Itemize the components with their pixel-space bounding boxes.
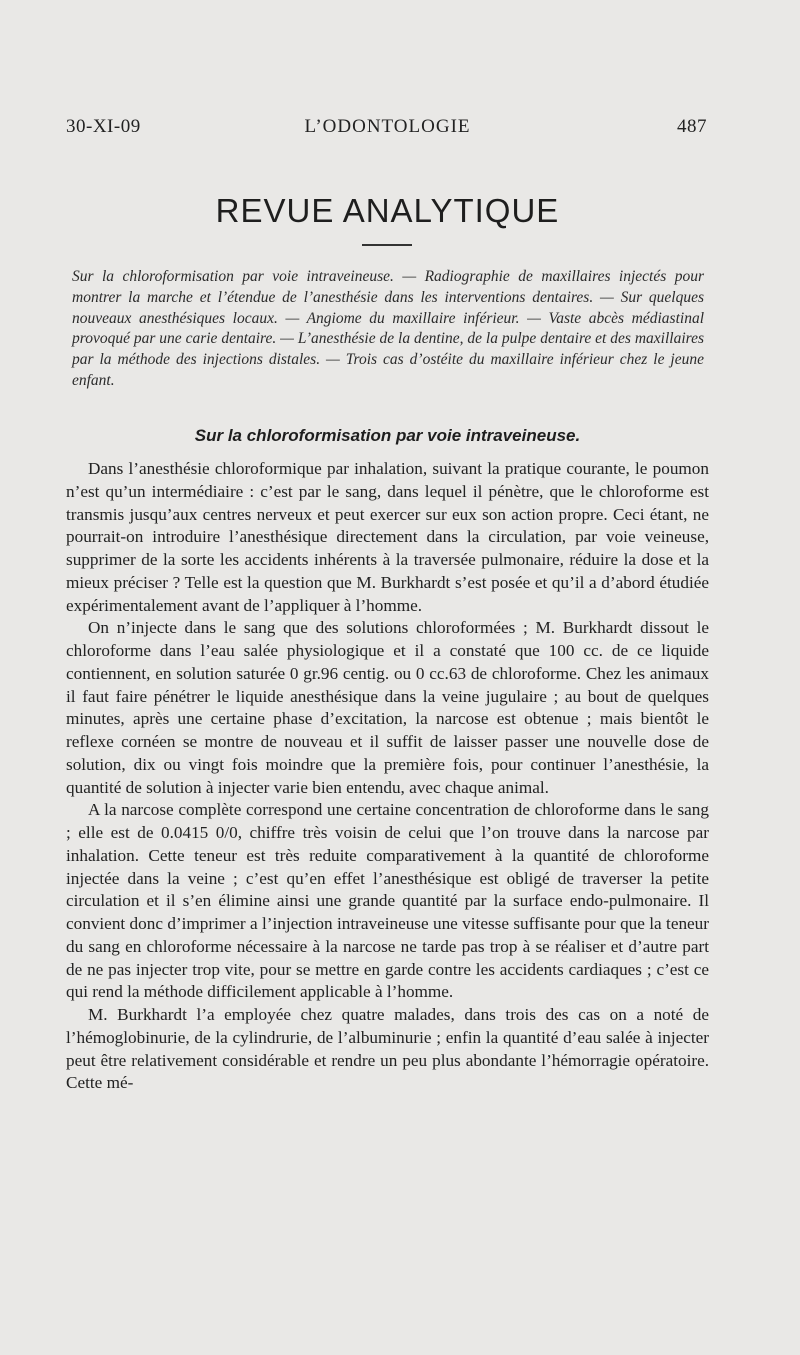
running-head	[66, 116, 709, 144]
section-heading: Sur la chloroformisation par voie intraveineuse.	[194, 426, 581, 445]
paragraph: On n’injecte dans le sang que des solutions chloroformées ; M. Burkhardt dissout le chloroforme dans l’eau salée physiologique et il a constaté que 100 cc. de ce liquide contiennent, en solution saturée 0 gr.96 centig. ou 0 cc.63 de chloroforme. Chez les animaux il faut faire pénétrer le liquide anesthésique dans la veine jugulaire ; au bout de quelques minutes, après une certaine phase d’excitation, la narcose est obtenue ; mais bientôt le reflexe cornéen se montre de nouveau et il suffit de laisser passer une nouvelle dose de solution, dix ou vingt fois moindre que la première fois, pour continuer l’anesthésie, la quantité de solution à injecter varie bien entendu, avec chaque animal.	[66, 618, 709, 797]
article-body	[66, 458, 709, 1095]
journal-name: L’ODONTOLOGIE	[304, 116, 471, 137]
issue-date: 30-XI-09	[66, 116, 141, 137]
contents-summary: Sur la chloroformisation par voie intraveineuse. — Radiographie de maxillaires injectés pour montrer la marche et l’étendue de l’anesthésie dans les interventions dentaires. — Sur quelques nouveaux anesthésiques locaux. — Angiome du maxillaire inférieur. — Vaste abcès médiastinal provoqué par une carie dentaire. — L’anesthésie de la dentine, de la pulpe dentaire et des maxillaires par la méthode des injections distales. — Trois cas d’ostéite du maxillaire inférieur chez le jeune enfant.	[72, 268, 704, 389]
title-divider	[362, 244, 412, 246]
page-title: REVUE ANALYTIQUE	[215, 192, 560, 229]
document-page	[66, 0, 709, 1355]
paragraph: M. Burkhardt l’a employée chez quatre malades, dans trois des cas on a noté de l’hémoglobinurie, de la cylindrurie, de l’albuminurie ; enfin la quantité d’eau salée à injecter peut être relativement considérable et rendre un peu plus abondante l’hémorragie opératoire. Cette mé-	[66, 1005, 709, 1093]
page-number: 487	[677, 116, 707, 137]
paragraph: Dans l’anesthésie chloroformique par inhalation, suivant la pratique courante, le poumon n’est qu’un intermédiaire : c’est par le sang, dans lequel il pénètre, que le chloroforme est transmis jusqu’aux centres nerveux et peut exercer sur eux son action propre. Ceci étant, ne pourrait-on introduire l’anesthésique directement dans la circulation, par voie veineuse, supprimer de la sorte les accidents inhérents à la traversée pulmonaire, réduire la dose et la mieux préciser ? Telle est la question que M. Burkhardt s’est posée et qu’il a d’abord étudiée expérimentalement avant de l’appliquer à l’homme.	[66, 459, 709, 615]
paragraph: A la narcose complète correspond une certaine concentration de chloroforme dans le sang ; elle est de 0.0415 0/0, chiffre très voisin de celui que l’on trouve dans la narcose par inhalation. Cette teneur est très reduite comparativement à la quantité de chloroforme injectée dans la veine ; c’est qu’en effet l’anesthésique est obligé de traverser la petite circulation et il s’en élimine ainsi une grande quantité par la surface endo-pulmonaire. Il convient donc d’imprimer a l’injection intraveineuse une vitesse suffisante pour que la teneur du sang en chloroforme nécessaire à la narcose ne tarde pas trop à se réaliser et d’autre part de ne pas injecter trop vite, pour se mettre en garde contre les accidents cardiaques ; c’est ce qui rend la méthode difficilement applicable à l’homme.	[66, 800, 709, 1002]
